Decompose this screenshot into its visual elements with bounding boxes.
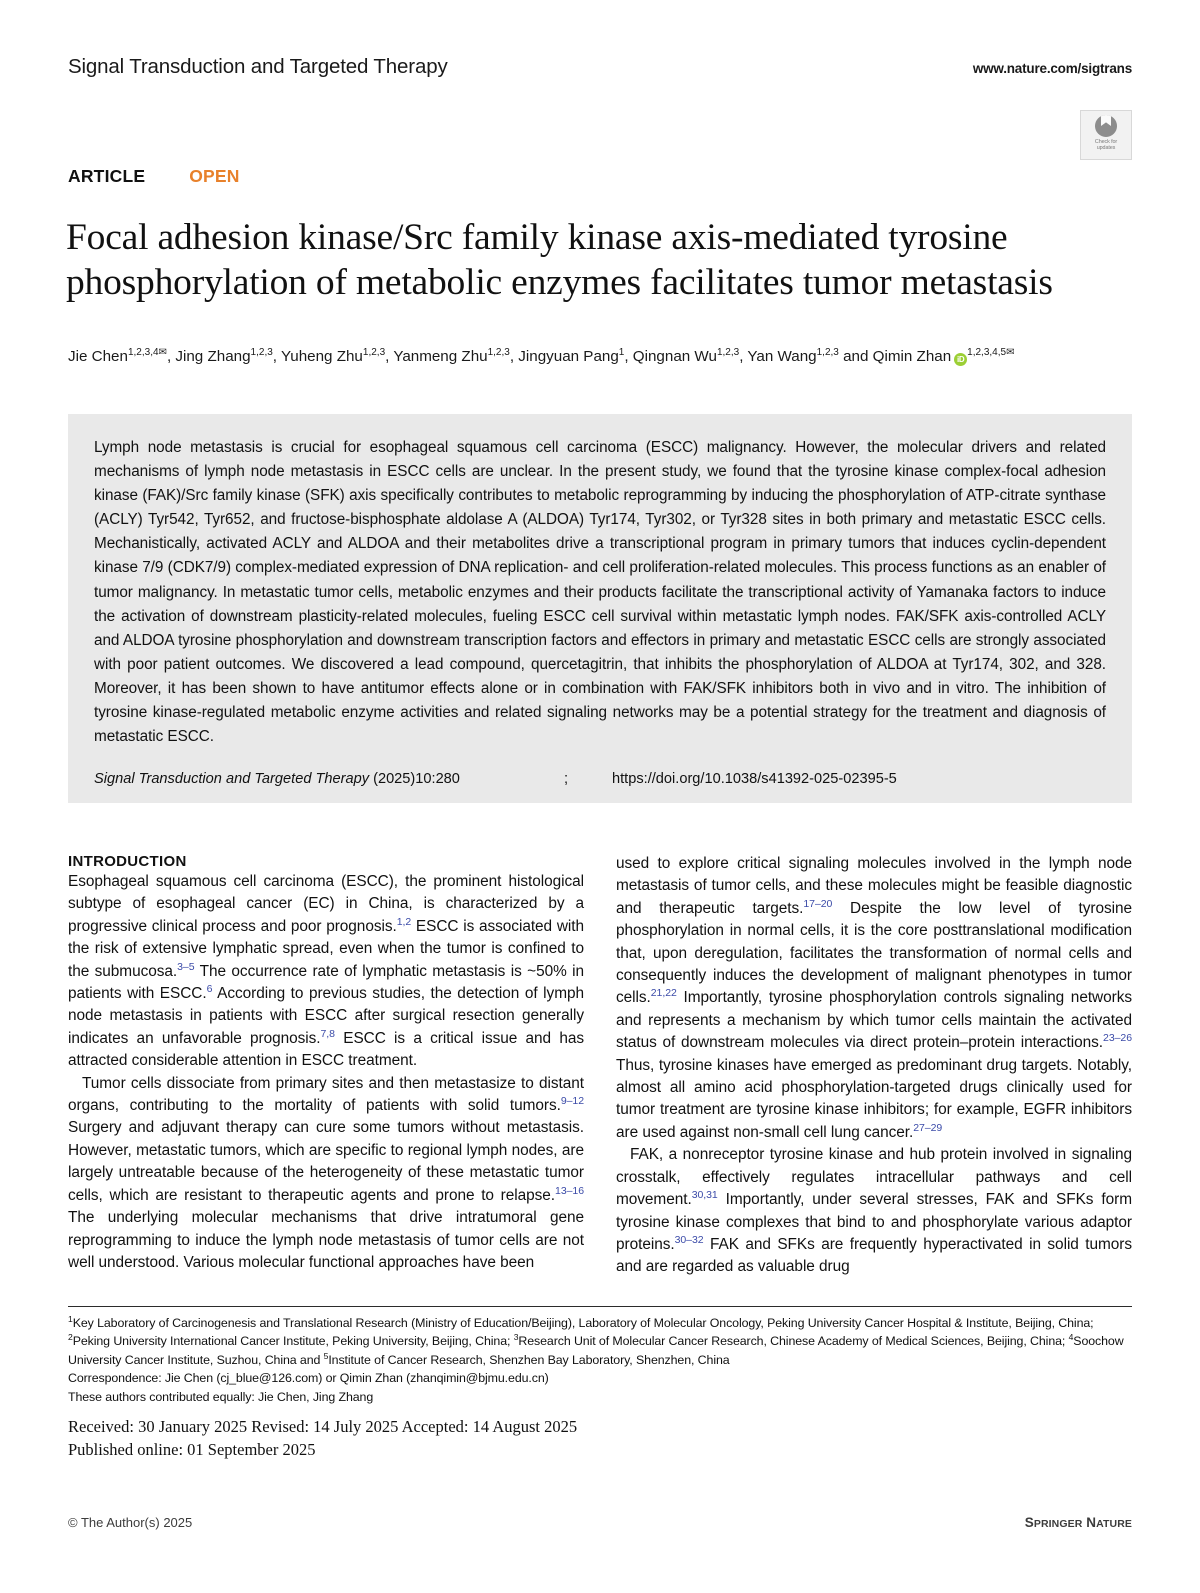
- citation-reference-marker[interactable]: 13–16: [555, 1184, 584, 1197]
- right-column: [616, 853, 1132, 1279]
- body-paragraph: FAK, a nonreceptor tyrosine kinase and hub protein involved in signaling crosstalk, effectively regulates intracellular pathways and cell movement.$^{30,31}$ Importantly, under several stresses, FAK and SFKs form tyrosine kinase complexes that bind to and phosphorylate various adaptor proteins.$^{30-32}$ FAK and SFKs are frequently hyperactivated in solid tumors and are regarded as valuable drug: [616, 1146, 1132, 1276]
- running-head: [68, 55, 1132, 83]
- right-column-paragraphs: [616, 853, 1132, 1279]
- page-footer: [68, 1515, 1132, 1530]
- publisher-springer-cap: S: [1024, 1515, 1034, 1530]
- equal-contribution-text: These authors contributed equally: Jie Chen, Jing Zhang: [68, 1389, 374, 1404]
- publisher-springer-rest: PRINGER: [1033, 1518, 1083, 1530]
- left-column-paragraphs: [68, 871, 584, 1274]
- author-affiliation-marker: 1,2,3,4,5: [967, 346, 1007, 358]
- citation-reference-marker[interactable]: 30–32: [674, 1233, 704, 1246]
- article-label-row: [68, 166, 240, 187]
- citation-reference-marker[interactable]: 6: [206, 982, 213, 995]
- published-online: Published online: 01 September 2025: [68, 1440, 316, 1459]
- envelope-icon[interactable]: ✉: [158, 346, 167, 358]
- affiliation-marker: 3: [513, 1332, 519, 1343]
- page-title: Focal adhesion kinase/Src family kinase axis-mediated tyrosine phosphorylation of metabolic enzymes facilitates tumor metastasis: [66, 217, 1053, 304]
- affiliation-marker: 1: [68, 1313, 73, 1324]
- author-affiliation-marker: 1,2,3: [362, 346, 386, 358]
- body-columns: [68, 853, 1132, 1279]
- citation-reference-marker[interactable]: 21,22: [650, 987, 677, 1000]
- citation-reference: [94, 771, 564, 787]
- publication-dates: [68, 1415, 577, 1461]
- author-list: Jie Chen$^{1,2,3,4✉}$, Jing Zhang$^{1,2,3}$, Yuheng Zhu$^{1,2,3}$, Yanmeng Zhu$^{1,2,3}$, Jingyuan Pang$^1$, Qingnan Wu$^{1,2,3}$, Yan Wang$^{1,2,3}$ and Qimin Zhan $iD^{1,2,3,4,5✉}$: [68, 346, 1015, 365]
- footnotes-block: [68, 1314, 1136, 1406]
- body-paragraph: Esophageal squamous cell carcinoma (ESCC), the prominent histological subtype of esophageal cancer (EC) in China, is characterized by a progressive clinical process and poor prognosis.$^{1,2}$ ESCC is associated with the risk of extensive lymphatic spread, even when the tumor is confined to the submucosa.$^{3-5}$ The occurrence rate of lymphatic metastasis is ~50% in patients with ESCC.$^6$ According to previous studies, the detection of lymph node metastasis in patients with ESCC after surgical resection generally indicates an unfavorable prognosis.$^{7,8}$ ESCC is a critical issue and has attracted considerable attention in ESCC treatment.: [68, 873, 585, 1070]
- author-name: Jingyuan Pang: [518, 348, 619, 365]
- citation-reference-marker[interactable]: 7,8: [320, 1027, 335, 1040]
- publisher-nature-rest: ATURE: [1096, 1518, 1132, 1530]
- author-affiliation-marker: 1,2,3: [250, 346, 273, 358]
- abstract-text: Lymph node metastasis is crucial for esophageal squamous cell carcinoma (ESCC) malignancy. However, the molecular drivers and related mechanisms of lymph node metastasis in ESCC cells are unclear. In the present study, we found that the tyrosine kinase complex-focal adhesion kinase (FAK)/Src family kinase (SFK) axis specifically contributes to metabolic reprogramming by inducing the phosphorylation of ATP-citrate synthase (ACLY) Tyr542, Tyr652, and fructose-bisphosphate aldolase A (ALDOA) Tyr174, Tyr302, or Tyr328 sites in both primary and metastatic ESCC cells. Mechanistically, activated ACLY and ALDOA and their metabolites drive a transcriptional program in primary tumors that induces cyclin-dependent kinase 7/9 (CDK7/9) complex-mediated expression of DNA replication- and cell proliferation-related molecules. This process functions as an enabler of tumor malignancy. In metastatic tumor cells, metabolic enzymes and their products facilitate the transcriptional activity of Yamanaka factors to induce the activation of downstream plasticity-related molecules, fueling ESCC cell survival within metastatic lymph nodes. FAK/SFK axis-controlled ACLY and ALDOA tyrosine phosphorylation and downstream transcription factors and effectors in primary and metastatic ESCC cells are strongly associated with poor patient outcomes. We discovered a lead compound, quercetagitrin, that inhibits the phosphorylation of ALDOA at Tyr174, 302, and 328. Moreover, it has been shown to have antitumor effects alone or in combination with FAK/SFK inhibitors both in vivo and in vitro. The inhibition of tyrosine kinase-regulated metabolic enzyme activities and related signaling networks may be a potential strategy for the treatment and diagnosis of metastatic ESCC.: [94, 439, 1106, 746]
- author-affiliation-marker: 1,2,3: [716, 346, 740, 358]
- citation-row: [94, 771, 1106, 787]
- author-name: Yan Wang: [747, 348, 817, 365]
- publisher-logo: [1025, 1515, 1132, 1530]
- author-name: Qimin Zhan: [872, 348, 952, 365]
- check-for-updates-badge[interactable]: [1080, 110, 1132, 160]
- crossmark-label: [1095, 139, 1117, 152]
- author-name: Qingnan Wu: [632, 348, 717, 365]
- footnote-divider: [68, 1306, 1132, 1307]
- abstract-box: [68, 414, 1132, 803]
- author-affiliation-marker: 1,2,3,4: [127, 346, 159, 358]
- orcid-icon[interactable]: iD: [954, 353, 967, 366]
- affiliation-marker: 4: [1068, 1332, 1074, 1343]
- citation-reference-marker[interactable]: 1,2: [396, 915, 412, 928]
- author-name: Yuheng Zhu: [280, 348, 363, 365]
- citation-reference-marker[interactable]: 9–12: [560, 1094, 584, 1107]
- article-type-label: ARTICLE: [68, 166, 146, 186]
- author-affiliation-marker: 1,2,3: [487, 346, 510, 358]
- citation-reference-marker[interactable]: 17–20: [803, 897, 833, 910]
- citation-reference-marker[interactable]: 27–29: [913, 1121, 943, 1134]
- author-name: Yanmeng Zhu: [393, 348, 488, 365]
- citation-volume: (2025)10:280: [373, 771, 460, 788]
- journal-name: Signal Transduction and Targeted Therapy: [68, 55, 448, 78]
- citation-reference-marker[interactable]: 23–26: [1103, 1032, 1132, 1045]
- body-paragraph: Tumor cells dissociate from primary sites and then metastasize to distant organs, contributing to the mortality of patients with solid tumors.$^{9-12}$ Surgery and adjuvant therapy can cure some tumors without metastasis. However, metastatic tumors, which are specific to regional lymph nodes, are largely untreatable because of the heterogeneity of these metastatic tumor cells, which are resistant to therapeutic agents and prone to relapse.$^{13-16}$ The underlying molecular mechanisms that drive intratumoral gene reprogramming to induce the lymph node metastasis of tumor cells are not well understood. Various molecular functional approaches have been: [68, 1074, 584, 1271]
- crossmark-icon: [1095, 115, 1117, 137]
- citation-separator: ;: [564, 771, 569, 788]
- citation-journal: Signal Transduction and Targeted Therapy: [94, 771, 370, 788]
- publisher-nature-cap: N: [1086, 1515, 1097, 1530]
- crossmark-label-line1: Check for: [1094, 139, 1118, 145]
- citation-reference-marker[interactable]: 30,31: [691, 1188, 718, 1201]
- citation-reference-marker[interactable]: 3–5: [177, 960, 195, 973]
- doi-link[interactable]: https://doi.org/10.1038/s41392-025-02395-5: [612, 771, 897, 788]
- affiliations-text: $^1$Key Laboratory of Carcinogenesis and Translational Research (Ministry of Education/Beijing), Laboratory of Molecular Oncology, Peking University Cancer Hospital & Institute, Beijing, China; $^2$Peking University International Cancer Institute, Peking University, Beijing, China; $^3$Research Unit of Molecular Cancer Research, Chinese Academy of Medical Sciences, Beijing, China; $^4$Soochow University Cancer Institute, Suzhou, China and $^5$Institute of Cancer Research, Shenzhen Bay Laboratory, Shenzhen, China: [68, 1313, 1124, 1367]
- journal-website-url[interactable]: www.nature.com/sigtrans: [972, 61, 1132, 76]
- left-column: [68, 853, 584, 1279]
- author-affiliation-marker: 1: [618, 346, 625, 358]
- open-access-badge: OPEN: [189, 166, 240, 186]
- affiliation-marker: 2: [68, 1332, 73, 1343]
- crossmark-label-line2: updates: [1096, 145, 1116, 152]
- affiliation-marker: 5: [323, 1350, 329, 1361]
- correspondence-text: Correspondence: Jie Chen (cj_blue@126.com) or Qimin Zhan (zhanqimin@bjmu.edu.cn): [68, 1371, 549, 1386]
- section-heading-introduction: INTRODUCTION: [68, 853, 187, 870]
- envelope-icon[interactable]: ✉: [1006, 346, 1015, 358]
- author-name: Jie Chen: [68, 348, 128, 365]
- copyright-text: © The Author(s) 2025: [68, 1515, 193, 1530]
- body-paragraph: used to explore critical signaling molecules involved in the lymph node metastasis of tumor cells, and these molecules might be feasible diagnostic and therapeutic targets.$^{17-20}$ Despite the low level of tyrosine phosphorylation in normal cells, it is the core posttranslational modification that, upon deregulation, facilitates the transformation of normal cells and consequently induces the development of malignant phenotypes in tumor cells.$^{21,22}$ Importantly, tyrosine phosphorylation controls signaling networks and represents a mechanism by which tumor cells maintain the activated status of downstream molecules via direct protein–protein interactions.$^{23-26}$ Thus, tyrosine kinases have emerged as predominant drug targets. Notably, almost all amino acid phosphorylation-targeted drugs clinically used for tumor treatment are tyrosine kinase inhibitors; for example, EGFR inhibitors are used against non-small cell lung cancer.$^{27-29}$: [616, 855, 1132, 1141]
- received-revised-accepted: Received: 30 January 2025 Revised: 14 July 2025 Accepted: 14 August 2025: [68, 1417, 578, 1436]
- author-affiliation-marker: 1,2,3: [816, 346, 839, 358]
- author-name: Jing Zhang: [175, 348, 251, 365]
